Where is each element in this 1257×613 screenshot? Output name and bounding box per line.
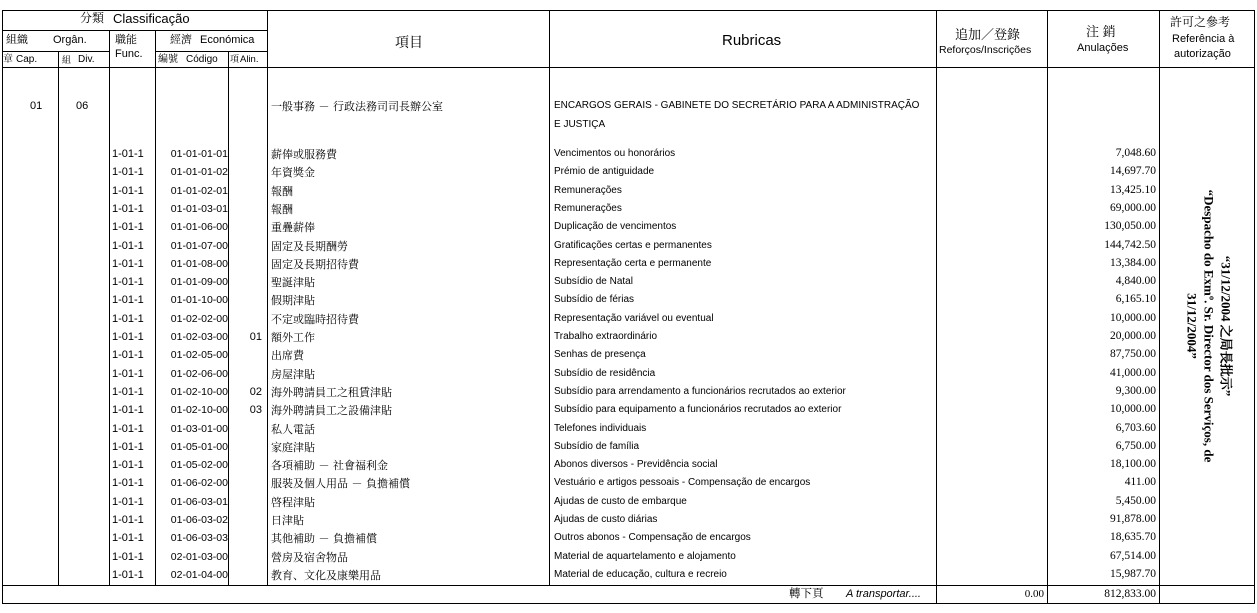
row-item-cn: 薪俸或服務費 xyxy=(271,148,337,161)
func-header-cn: 職能 xyxy=(115,34,137,46)
row-item-cn: 聖誕津貼 xyxy=(271,276,315,289)
row-code: 01-06-03-02 xyxy=(170,514,228,526)
row-code: 01-01-06-00 xyxy=(170,221,228,233)
group-cap: 01 xyxy=(30,100,43,112)
reforcos-header-cn: 追加／登錄 xyxy=(955,27,1021,42)
row-item-cn: 報酬 xyxy=(271,185,293,198)
row-item-pt: Abonos diversos - Previdência social xyxy=(554,459,718,470)
row-item-cn: 營房及宿舍物品 xyxy=(271,551,348,564)
row-func: 1-01-1 xyxy=(112,166,144,178)
row-anulacao-value: 7,048.60 xyxy=(1115,147,1156,159)
row-anulacao-value: 144,742.50 xyxy=(1104,239,1156,251)
row-func: 1-01-1 xyxy=(112,294,144,306)
row-item-cn: 日津貼 xyxy=(271,514,304,527)
col-line-div xyxy=(58,51,59,586)
row-item-pt: Subsídio para arrendamento a funcionários recrutados ao exterior xyxy=(554,386,846,397)
row-code: 02-01-03-00 xyxy=(170,551,228,563)
row-item-pt: Senhas de presença xyxy=(554,349,646,360)
row-item-cn: 服裝及個人用品 － 負擔補償 xyxy=(271,477,410,490)
row-code: 01-06-03-03 xyxy=(170,532,228,544)
row-alin: 01 xyxy=(249,331,262,343)
col-line-alin xyxy=(228,51,229,586)
right-border xyxy=(1254,10,1255,604)
reference-line-2: “Despacho do Exmº. Sr. Director dos Serviços, de xyxy=(1201,189,1217,462)
organic-header-cn: 組織 xyxy=(6,34,28,46)
authorization-reference xyxy=(1166,148,1252,503)
div-header-cn: 組 xyxy=(62,55,72,65)
row-item-pt: Subsídio de férias xyxy=(554,294,635,305)
row-item-cn: 額外工作 xyxy=(271,331,315,344)
classification-header-pt: Classificação xyxy=(113,11,190,26)
row-anulacao-value: 69,000.00 xyxy=(1110,202,1156,214)
referencia-header-cn: 許可之參考 xyxy=(1170,15,1231,29)
row-code: 01-05-01-00 xyxy=(170,441,228,453)
row-code: 01-01-02-01 xyxy=(170,185,228,197)
row-func: 1-01-1 xyxy=(112,349,144,361)
row-code: 01-02-10-00 xyxy=(170,386,228,398)
row-func: 1-01-1 xyxy=(112,386,144,398)
row-func: 1-01-1 xyxy=(112,441,144,453)
rubricas-header: Rubricas xyxy=(722,32,782,49)
row-code: 01-01-07-00 xyxy=(170,240,228,252)
row-func: 1-01-1 xyxy=(112,477,144,489)
reforcos-total: 0.00 xyxy=(1024,588,1044,600)
row-func: 1-01-1 xyxy=(112,185,144,197)
row-func: 1-01-1 xyxy=(112,331,144,343)
row-item-cn: 固定及長期酬勞 xyxy=(271,240,348,253)
classification-header-cn: 分類 xyxy=(80,11,105,25)
row-code: 01-02-06-00 xyxy=(170,368,228,380)
row-code: 01-01-01-01 xyxy=(170,148,228,160)
row-anulacao-value: 13,425.10 xyxy=(1110,184,1156,196)
row-item-pt: Subsídio de família xyxy=(554,441,640,452)
row-item-cn: 重疊薪俸 xyxy=(271,221,315,234)
header-separator xyxy=(2,67,1255,68)
row-item-cn: 房屋津貼 xyxy=(271,368,315,381)
row-item-cn: 各項補助 － 社會福利金 xyxy=(271,459,388,472)
reforcos-header-pt: Reforços/Inscrições xyxy=(939,44,1032,56)
anulacoes-header-pt: Anulações xyxy=(1077,42,1129,54)
row-item-cn: 出席費 xyxy=(271,349,304,362)
row-func: 1-01-1 xyxy=(112,514,144,526)
row-anulacao-value: 6,750.00 xyxy=(1115,440,1156,452)
row-code: 01-01-09-00 xyxy=(170,276,228,288)
row-anulacao-value: 67,514.00 xyxy=(1110,550,1156,562)
col-line-project xyxy=(267,10,268,586)
row-anulacao-value: 6,703.60 xyxy=(1115,422,1156,434)
row-item-pt: Vestuário e artigos pessoais - Compensação de encargos xyxy=(554,477,811,488)
row-anulacao-value: 18,635.70 xyxy=(1110,531,1156,543)
row-item-pt: Remunerações xyxy=(554,203,622,214)
row-item-pt: Trabalho extraordinário xyxy=(554,331,658,342)
referencia-header-pt-1: Referência à xyxy=(1172,33,1235,45)
row-anulacao-value: 14,697.70 xyxy=(1110,165,1156,177)
alin-header-pt: Alin. xyxy=(240,54,259,65)
row-item-cn: 其他補助 － 負擔補償 xyxy=(271,532,377,545)
row-item-cn: 假期津貼 xyxy=(271,294,315,307)
row-item-pt: Telefones individuais xyxy=(554,423,647,434)
row-item-pt: Representação certa e permanente xyxy=(554,258,712,269)
anulacoes-header-cn: 注 銷 xyxy=(1086,24,1116,39)
row-func: 1-01-1 xyxy=(112,203,144,215)
row-anulacao-value: 10,000.00 xyxy=(1110,403,1156,415)
col-line-func xyxy=(109,30,110,586)
row-anulacao-value: 13,384.00 xyxy=(1110,257,1156,269)
row-item-pt: Subsídio de Natal xyxy=(554,276,633,287)
bottom-row-separator xyxy=(2,585,1255,586)
row-item-pt: Prémio de antiguidade xyxy=(554,166,655,177)
row-func: 1-01-1 xyxy=(112,551,144,563)
col-line-reforcos xyxy=(936,10,937,604)
row-func: 1-01-1 xyxy=(112,240,144,252)
row-item-pt: Material de aquartelamento e alojamento xyxy=(554,551,736,562)
row-item-pt: Remunerações xyxy=(554,185,622,196)
economic-subline xyxy=(155,51,267,52)
row-func: 1-01-1 xyxy=(112,313,144,325)
row-item-pt: Outros abonos - Compensação de encargos xyxy=(554,532,751,543)
row-func: 1-01-1 xyxy=(112,258,144,270)
row-code: 01-06-02-00 xyxy=(170,477,228,489)
code-header-cn: 編號 xyxy=(158,54,178,65)
row-anulacao-value: 4,840.00 xyxy=(1115,275,1156,287)
row-code: 01-01-08-00 xyxy=(170,258,228,270)
group-title-pt-line2: E JUSTIÇA xyxy=(554,119,606,130)
row-func: 1-01-1 xyxy=(112,496,144,508)
row-item-cn: 教育、文化及康樂用品 xyxy=(271,569,381,582)
bottom-border xyxy=(2,603,1255,604)
economic-header-cn: 經濟 xyxy=(170,34,192,46)
row-func: 1-01-1 xyxy=(112,569,144,581)
func-header-pt: Func. xyxy=(115,48,143,60)
row-item-pt: Ajudas de custo de embarque xyxy=(554,496,687,507)
row-anulacao-value: 10,000.00 xyxy=(1110,312,1156,324)
economic-header-pt: Económica xyxy=(200,34,255,46)
row-code: 01-01-01-02 xyxy=(170,166,228,178)
row-func: 1-01-1 xyxy=(112,459,144,471)
row-item-cn: 年資獎金 xyxy=(271,166,315,179)
row-func: 1-01-1 xyxy=(112,423,144,435)
row-anulacao-value: 411.00 xyxy=(1124,476,1156,488)
row-item-cn: 報酬 xyxy=(271,203,293,216)
row-item-pt: Gratificações certas e permanentes xyxy=(554,240,712,251)
row-alin: 03 xyxy=(249,404,262,416)
row-func: 1-01-1 xyxy=(112,221,144,233)
row-item-cn: 啓程津貼 xyxy=(271,496,315,509)
row-func: 1-01-1 xyxy=(112,368,144,380)
row-item-pt: Ajudas de custo diárias xyxy=(554,514,658,525)
row-func: 1-01-1 xyxy=(112,532,144,544)
row-func: 1-01-1 xyxy=(112,276,144,288)
row-item-cn: 不定或臨時招待費 xyxy=(271,313,359,326)
row-code: 01-06-03-01 xyxy=(170,496,228,508)
col-line-rubricas xyxy=(549,10,550,586)
row-code: 01-02-02-00 xyxy=(170,313,228,325)
col-line-anulacoes xyxy=(1047,10,1048,604)
transport-label-pt: A transportar.... xyxy=(846,588,921,600)
alin-header-cn: 項 xyxy=(230,54,240,64)
row-alin: 02 xyxy=(249,386,262,398)
organic-header-pt: Orgân. xyxy=(53,34,87,46)
row-code: 01-02-10-00 xyxy=(170,404,228,416)
row-anulacao-value: 20,000.00 xyxy=(1110,330,1156,342)
div-header-pt: Div. xyxy=(78,54,95,65)
classification-subline xyxy=(2,30,267,31)
reference-line-3: 31/12/2004” xyxy=(1184,292,1200,359)
row-func: 1-01-1 xyxy=(112,148,144,160)
row-anulacao-value: 15,987.70 xyxy=(1110,568,1156,580)
group-title-pt-line1: ENCARGOS GERAIS - GABINETE DO SECRETÁRIO PARA A ADMINISTRAÇÃO xyxy=(554,100,920,111)
row-code: 01-01-03-01 xyxy=(170,203,228,215)
row-item-pt: Subsídio de residência xyxy=(554,368,656,379)
organic-subline xyxy=(2,51,109,52)
row-code: 02-01-04-00 xyxy=(170,569,228,581)
row-anulacao-value: 87,750.00 xyxy=(1110,348,1156,360)
row-item-pt: Duplicação de vencimentos xyxy=(554,221,677,232)
row-item-cn: 固定及長期招待費 xyxy=(271,258,359,271)
row-anulacao-value: 18,100.00 xyxy=(1110,458,1156,470)
group-div: 06 xyxy=(76,100,89,112)
row-item-cn: 家庭津貼 xyxy=(271,441,315,454)
reference-line-1: “31/12/2004 之局長批示” xyxy=(1218,255,1234,396)
top-border xyxy=(2,10,1255,11)
row-code: 01-02-03-00 xyxy=(170,331,228,343)
row-code: 01-01-10-00 xyxy=(170,294,228,306)
col-line-code xyxy=(155,30,156,586)
row-anulacao-value: 6,165.10 xyxy=(1115,293,1156,305)
referencia-header-pt-2: autorização xyxy=(1174,48,1231,60)
row-item-pt: Representação variável ou eventual xyxy=(554,313,714,324)
row-anulacao-value: 5,450.00 xyxy=(1115,495,1156,507)
row-anulacao-value: 91,878.00 xyxy=(1110,513,1156,525)
row-code: 01-05-02-00 xyxy=(170,459,228,471)
cap-header-cn: 章 xyxy=(3,54,13,65)
row-code: 01-03-01-00 xyxy=(170,423,228,435)
col-line-referencia xyxy=(1159,10,1160,604)
project-header: 項目 xyxy=(395,34,423,50)
row-code: 01-02-05-00 xyxy=(170,349,228,361)
row-item-cn: 海外聘請員工之租賃津貼 xyxy=(271,386,392,399)
anulacoes-total: 812,833.00 xyxy=(1104,588,1156,600)
row-item-pt: Vencimentos ou honorários xyxy=(554,148,676,159)
group-title-cn: 一般事務 － 行政法務司司長辦公室 xyxy=(271,100,443,113)
code-header-pt: Código xyxy=(186,54,218,65)
transport-label-cn: 轉下頁 xyxy=(789,586,824,600)
row-anulacao-value: 41,000.00 xyxy=(1110,367,1156,379)
cap-header-pt: Cap. xyxy=(16,54,38,65)
row-item-pt: Subsídio para equipamento a funcionários recrutados ao exterior xyxy=(554,404,842,415)
row-item-pt: Material de educação, cultura e recreio xyxy=(554,569,727,580)
row-func: 1-01-1 xyxy=(112,404,144,416)
row-item-cn: 海外聘請員工之設備津貼 xyxy=(271,404,392,417)
row-anulacao-value: 9,300.00 xyxy=(1115,385,1156,397)
row-item-cn: 私人電話 xyxy=(271,423,315,436)
left-border xyxy=(2,10,3,604)
row-anulacao-value: 130,050.00 xyxy=(1104,220,1156,232)
